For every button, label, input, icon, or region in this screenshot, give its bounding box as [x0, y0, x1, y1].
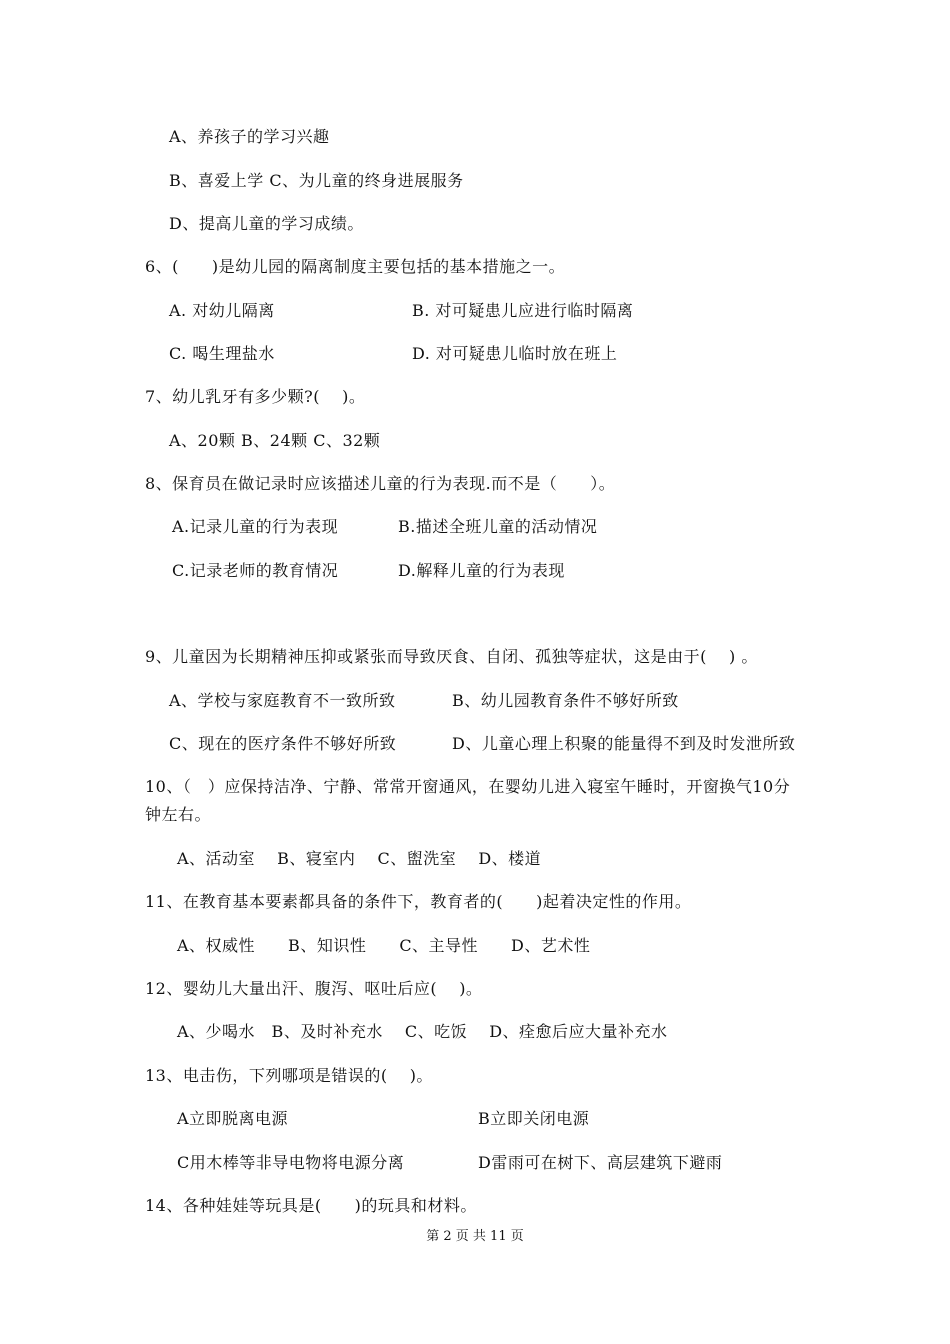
q7-options: A、20颗 B、24颗 C、32颗: [169, 431, 381, 450]
q13-stem: 13、电击伤，下列哪项是错误的( )。: [145, 1066, 433, 1085]
q5-option-d: D、提高儿童的学习成绩。: [169, 214, 364, 233]
q8-option-a: A.记录儿童的行为表现: [172, 517, 339, 536]
q11-stem: 11、在教育基本要素都具备的条件下，教育者的( )起着决定性的作用。: [145, 892, 692, 911]
q5-option-a: A、养孩子的学习兴趣: [169, 127, 330, 146]
q11-options: A、权威性 B、知识性 C、主导性 D、艺术性: [177, 936, 591, 955]
q13-option-a: A立即脱离电源: [177, 1109, 289, 1128]
q10-stem-line1: 10、（ ）应保持洁净、宁静、常常开窗通风，在婴幼儿进入寝室午睡时，开窗换气10分: [145, 777, 791, 796]
q5-option-bc: B、喜爱上学 C、为儿童的终身进展服务: [169, 171, 464, 190]
q13-option-d: D雷雨可在树下、高层建筑下避雨: [478, 1153, 723, 1172]
q10-stem-line2: 钟左右。: [145, 805, 212, 824]
q12-options: A、少喝水 B、及时补充水 C、吃饭 D、痊愈后应大量补充水: [177, 1022, 668, 1041]
q8-stem: 8、保育员在做记录时应该描述儿童的行为表现.而不是（ ）。: [145, 474, 616, 493]
q10-options: A、活动室 B、寝室内 C、盥洗室 D、楼道: [177, 849, 542, 868]
q14-stem: 14、各种娃娃等玩具是( )的玩具和材料。: [145, 1196, 477, 1215]
q13-option-c: C用木棒等非导电物将电源分离: [177, 1153, 405, 1172]
q9-stem: 9、儿童因为长期精神压抑或紧张而导致厌食、自闭、孤独等症状，这是由于( ) 。: [145, 647, 758, 666]
q9-option-c: C、现在的医疗条件不够好所致: [169, 734, 397, 753]
q9-option-b: B、幼儿园教育条件不够好所致: [452, 691, 679, 710]
q9-option-a: A、学校与家庭教育不一致所致: [169, 691, 396, 710]
page-number: 第 2 页 共 11 页: [426, 1229, 524, 1244]
q13-option-b: B立即关闭电源: [478, 1109, 590, 1128]
q8-option-c: C.记录老师的教育情况: [172, 561, 339, 580]
q8-option-b: B.描述全班儿童的活动情况: [398, 517, 598, 536]
q12-stem: 12、婴幼儿大量出汗、腹泻、呕吐后应( )。: [145, 979, 483, 998]
q7-stem: 7、幼儿乳牙有多少颗?( )。: [145, 387, 366, 406]
q6-option-c: C. 喝生理盐水: [169, 344, 275, 363]
q8-option-d: D.解释儿童的行为表现: [398, 561, 565, 580]
q6-option-a: A. 对幼儿隔离: [169, 301, 275, 320]
q6-option-b: B. 对可疑患儿应进行临时隔离: [412, 301, 634, 320]
q9-option-d: D、儿童心理上积聚的能量得不到及时发泄所致: [452, 734, 796, 753]
q6-option-d: D. 对可疑患儿临时放在班上: [412, 344, 618, 363]
q6-stem: 6、( )是幼儿园的隔离制度主要包括的基本措施之一。: [145, 257, 566, 276]
